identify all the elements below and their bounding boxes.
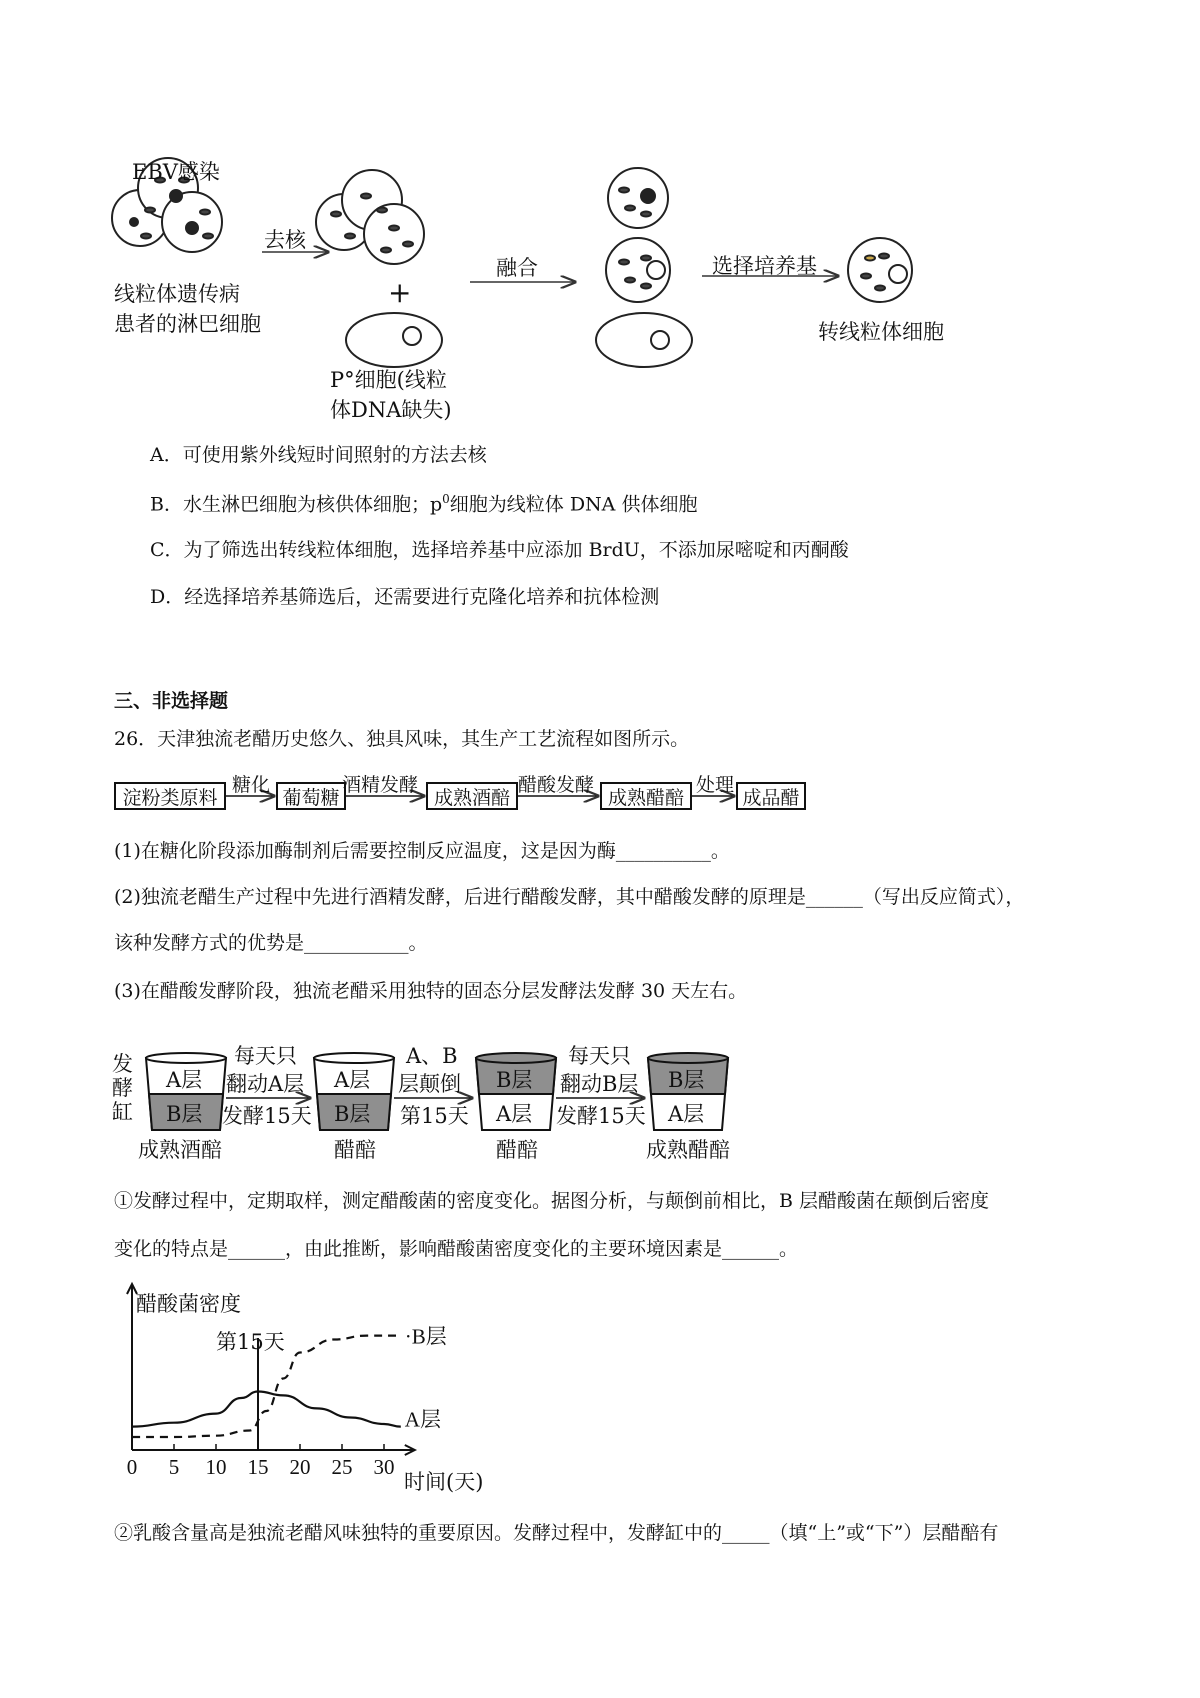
step3-line2: 翻动B层: [560, 1072, 639, 1096]
x-tick-label: 10: [205, 1455, 227, 1479]
option-letter: C．: [150, 539, 184, 561]
vat4-layer-b: B层: [668, 1068, 705, 1092]
vat1-layer-b: B层: [166, 1102, 203, 1126]
flow-arrow-label-process: 处理: [696, 774, 735, 796]
flow-arrow-label-alcohol: 酒精发酵: [342, 774, 419, 796]
vat3-layer-a: A层: [496, 1102, 533, 1126]
series-a-line: [132, 1392, 401, 1427]
q26-part2-line1: (2)独流老醋生产过程中先进行酒精发酵，后进行醋酸发酵，其中醋酸发酵的原理是______（写出反应简式），: [114, 886, 1025, 908]
q26-part3-1-line1: ①发酵过程中，定期取样，测定醋酸菌的密度变化。据图分析，与颠倒前相比，B 层醋酸菌在颠倒后密度: [114, 1190, 990, 1212]
x-tick-label: 0: [126, 1455, 138, 1479]
step3-line1: 每天只: [568, 1044, 631, 1068]
p0-cell: [346, 313, 442, 367]
vat2-layer-b: B层: [334, 1102, 371, 1126]
flow-arrow-label-saccharify: 糖化: [232, 774, 271, 796]
enucleate-label: 去核: [264, 228, 306, 252]
transmito-label: 转线粒体细胞: [818, 320, 944, 344]
option-letter: A．: [150, 444, 183, 466]
flow-box-vinegar: 成品醋: [736, 782, 806, 810]
flow-box-starch: 淀粉类原料: [114, 782, 226, 810]
vat3-layer-b: B层: [496, 1068, 533, 1092]
vat1-caption: 成熟酒醅: [138, 1138, 222, 1162]
q26-part3-1-line2: 变化的特点是______，由此推断，影响醋酸菌密度变化的主要环境因素是______。: [114, 1238, 799, 1260]
x-tick-label: 25: [331, 1455, 353, 1479]
flow-box-mature-vinegar-mash: 成熟醋醅: [600, 782, 692, 810]
donor-label-line2: 患者的淋巴细胞: [114, 312, 261, 336]
step2-line1: A、B: [406, 1044, 458, 1068]
p0-label-line1: P°细胞(线粒: [330, 368, 447, 392]
vat1-layer-a: A层: [166, 1068, 203, 1092]
option-c: [150, 541, 849, 560]
step3-line3: 发酵15天: [556, 1104, 646, 1128]
vat4-caption: 成熟醋醅: [646, 1138, 730, 1162]
fusion-label: 融合: [496, 256, 538, 280]
chart-ylabel: 醋酸菌密度: [136, 1292, 241, 1316]
option-letter: D．: [150, 586, 185, 608]
section-title: 三、非选择题: [114, 690, 229, 712]
q26-part1: (1)在糖化阶段添加酶制剂后需要控制反应温度，这是因为酶__________。: [114, 840, 730, 862]
flow-box-glucose: 葡萄糖: [276, 782, 346, 810]
fusion-cells: [596, 168, 692, 367]
option-text-pre: 水生淋巴细胞为核供体细胞；p: [182, 493, 443, 516]
option-text: 可使用紫外线短时间照射的方法去核: [182, 444, 487, 466]
enucleated-cell-cluster: [316, 170, 424, 264]
vat2-layer-a: A层: [334, 1068, 371, 1092]
option-text-post: 细胞为线粒体 DNA 供体细胞: [449, 493, 698, 516]
q26-part2-line2: 该种发酵方式的优势是___________。: [114, 932, 428, 954]
step1-line2: 翻动A层: [226, 1072, 305, 1096]
step2-line2: 层颠倒: [398, 1072, 461, 1096]
step1-line3: 发酵15天: [222, 1104, 312, 1128]
chart-annotation-day15: 第15天: [216, 1330, 285, 1354]
flow-box-mature-mash: 成熟酒醅: [426, 782, 518, 810]
series-b-label: ·B层: [404, 1324, 447, 1349]
option-b: [150, 493, 697, 514]
superscript: 0: [442, 492, 450, 506]
flow-arrow-label-acetic: 醋酸发酵: [518, 774, 595, 796]
ebv-label: EBV感染: [132, 160, 220, 184]
q26-part3: (3)在醋酸发酵阶段，独流老醋采用独特的固态分层发酵法发酵 30 天左右。: [114, 980, 748, 1002]
option-letter: B．: [150, 493, 183, 516]
x-tick-label: 5: [168, 1455, 180, 1479]
q26-intro: 26．天津独流老醋历史悠久、独具风味，其生产工艺流程如图所示。: [114, 728, 690, 750]
p0-label-line2: 体DNA缺失): [330, 398, 452, 422]
mito-transfer-graphic: [0, 0, 1200, 420]
transmito-cell: [848, 238, 912, 302]
step2-line3: 第15天: [400, 1104, 469, 1128]
flow-arrows: [0, 770, 1200, 830]
step1-line1: 每天只: [234, 1044, 297, 1068]
x-tick-label: 30: [373, 1455, 395, 1479]
chart-xlabel: 时间(天): [404, 1470, 484, 1494]
vat4-layer-a: A层: [668, 1102, 705, 1126]
plus-sign: +: [388, 276, 412, 309]
vat-side-label: 发 酵 缸: [112, 1052, 133, 1124]
selection-label: 选择培养基: [712, 254, 817, 278]
option-d: [150, 588, 659, 607]
option-text: 为了筛选出转线粒体细胞，选择培养基中应添加 BrdU，不添加尿嘧啶和丙酮酸: [183, 539, 849, 561]
vat2-caption: 醋醅: [334, 1138, 376, 1162]
series-a-label: A层: [404, 1407, 441, 1432]
q26-part3-2-line1: ②乳酸含量高是独流老醋风味独特的重要原因。发酵过程中，发酵缸中的_____（填“上”或“下”）层醋醅有: [114, 1522, 999, 1544]
option-a: [150, 446, 487, 465]
x-tick-label: 20: [289, 1455, 311, 1479]
x-tick-label: 15: [247, 1455, 269, 1479]
donor-label-line1: 线粒体遗传病: [114, 282, 240, 306]
vat3-caption: 醋醅: [496, 1138, 538, 1162]
option-text: 经选择培养基筛选后，还需要进行克隆化培养和抗体检测: [184, 586, 660, 608]
